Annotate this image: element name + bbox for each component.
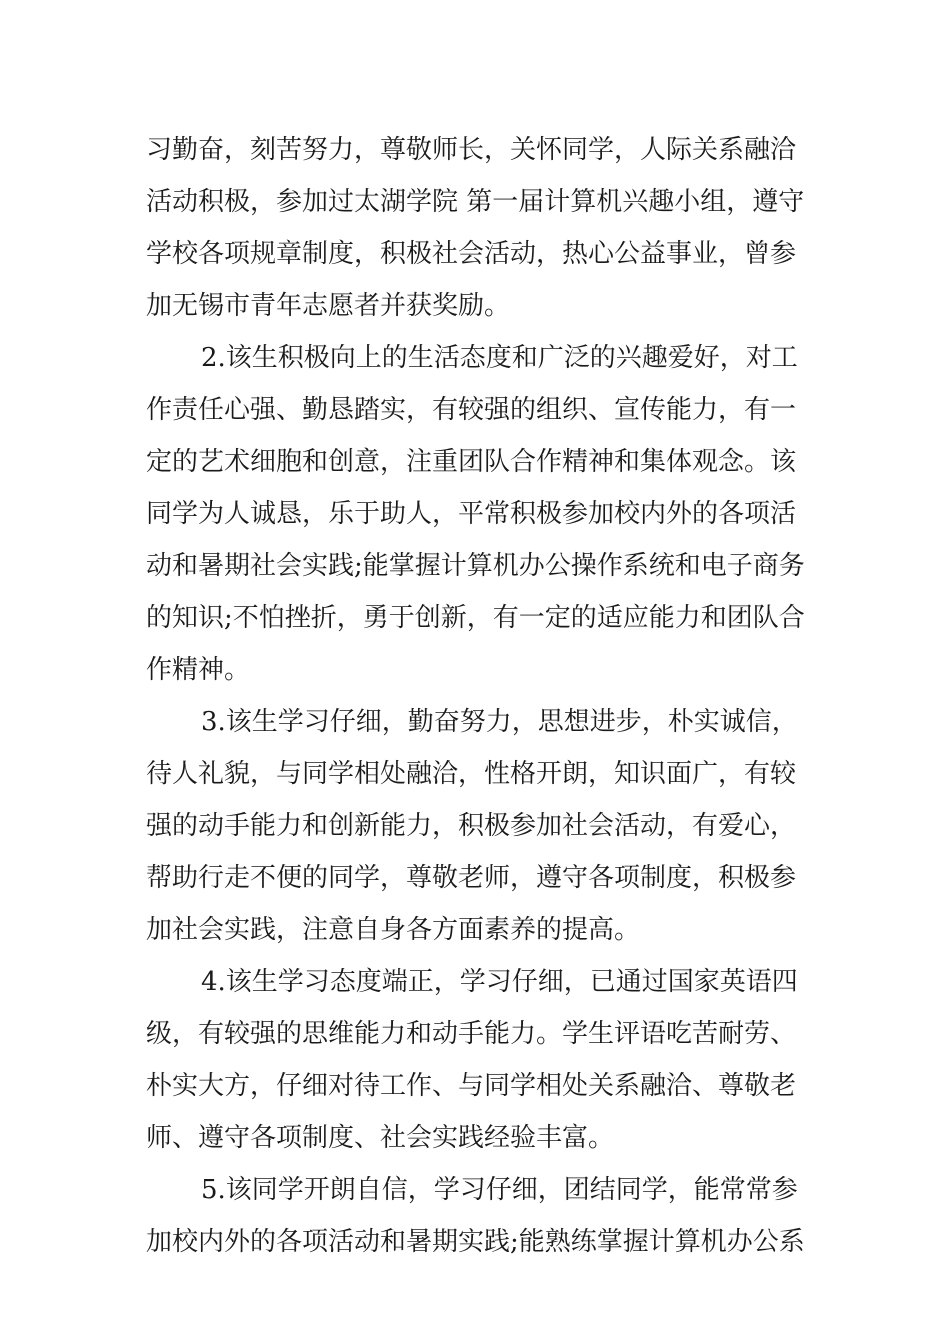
text-line: 动和暑期社会实践;能掌握计算机办公操作系统和电子商务 (146, 551, 805, 581)
text-line: 作责任心强、勤恳踏实，有较强的组织、宣传能力，有一 (146, 395, 797, 425)
text-line: 待人礼貌，与同学相处融洽，性格开朗，知识面广，有较 (146, 759, 797, 789)
text-line: 强的动手能力和创新能力，积极参加社会活动，有爱心， (146, 811, 797, 841)
text-line: 加无锡市青年志愿者并获奖励。 (146, 291, 511, 321)
text-line: 作精神。 (146, 655, 251, 685)
paragraph-start-line: 2.该生积极向上的生活态度和广泛的兴趣爱好，对工 (201, 343, 798, 373)
text-line: 朴实大方，仔细对待工作、与同学相处关系融洽、尊敬老 (146, 1071, 797, 1101)
body-text (146, 124, 816, 1268)
text-line: 习勤奋，刻苦努力，尊敬师长，关怀同学，人际关系融洽 (146, 135, 797, 165)
text-line: 加校内外的各项活动和暑期实践;能熟练掌握计算机办公系 (146, 1227, 805, 1257)
text-line: 师、遵守各项制度、社会实践经验丰富。 (146, 1123, 615, 1153)
paragraph-start-line: 4.该生学习态度端正，学习仔细，已通过国家英语四 (201, 967, 798, 997)
text-line: 学校各项规章制度，积极社会活动，热心公益事业，曾参 (146, 239, 797, 269)
text-line: 的知识;不怕挫折，勇于创新，有一定的适应能力和团队合 (146, 603, 805, 633)
text-line: 加社会实践，注意自身各方面素养的提高。 (146, 915, 641, 945)
paragraph-start-line: 3.该生学习仔细，勤奋努力，思想进步，朴实诚信， (201, 707, 798, 737)
text-line: 同学为人诚恳，乐于助人，平常积极参加校内外的各项活 (146, 499, 797, 529)
text-line: 活动积极，参加过太湖学院 第一届计算机兴趣小组，遵守 (146, 187, 805, 217)
paragraph-start-line: 5.该同学开朗自信，学习仔细，团结同学，能常常参 (201, 1175, 798, 1205)
text-line: 定的艺术细胞和创意，注重团队合作精神和集体观念。该 (146, 447, 797, 477)
text-line: 帮助行走不便的同学，尊敬老师，遵守各项制度，积极参 (146, 863, 797, 893)
text-line: 级，有较强的思维能力和动手能力。学生评语吃苦耐劳、 (146, 1019, 797, 1049)
